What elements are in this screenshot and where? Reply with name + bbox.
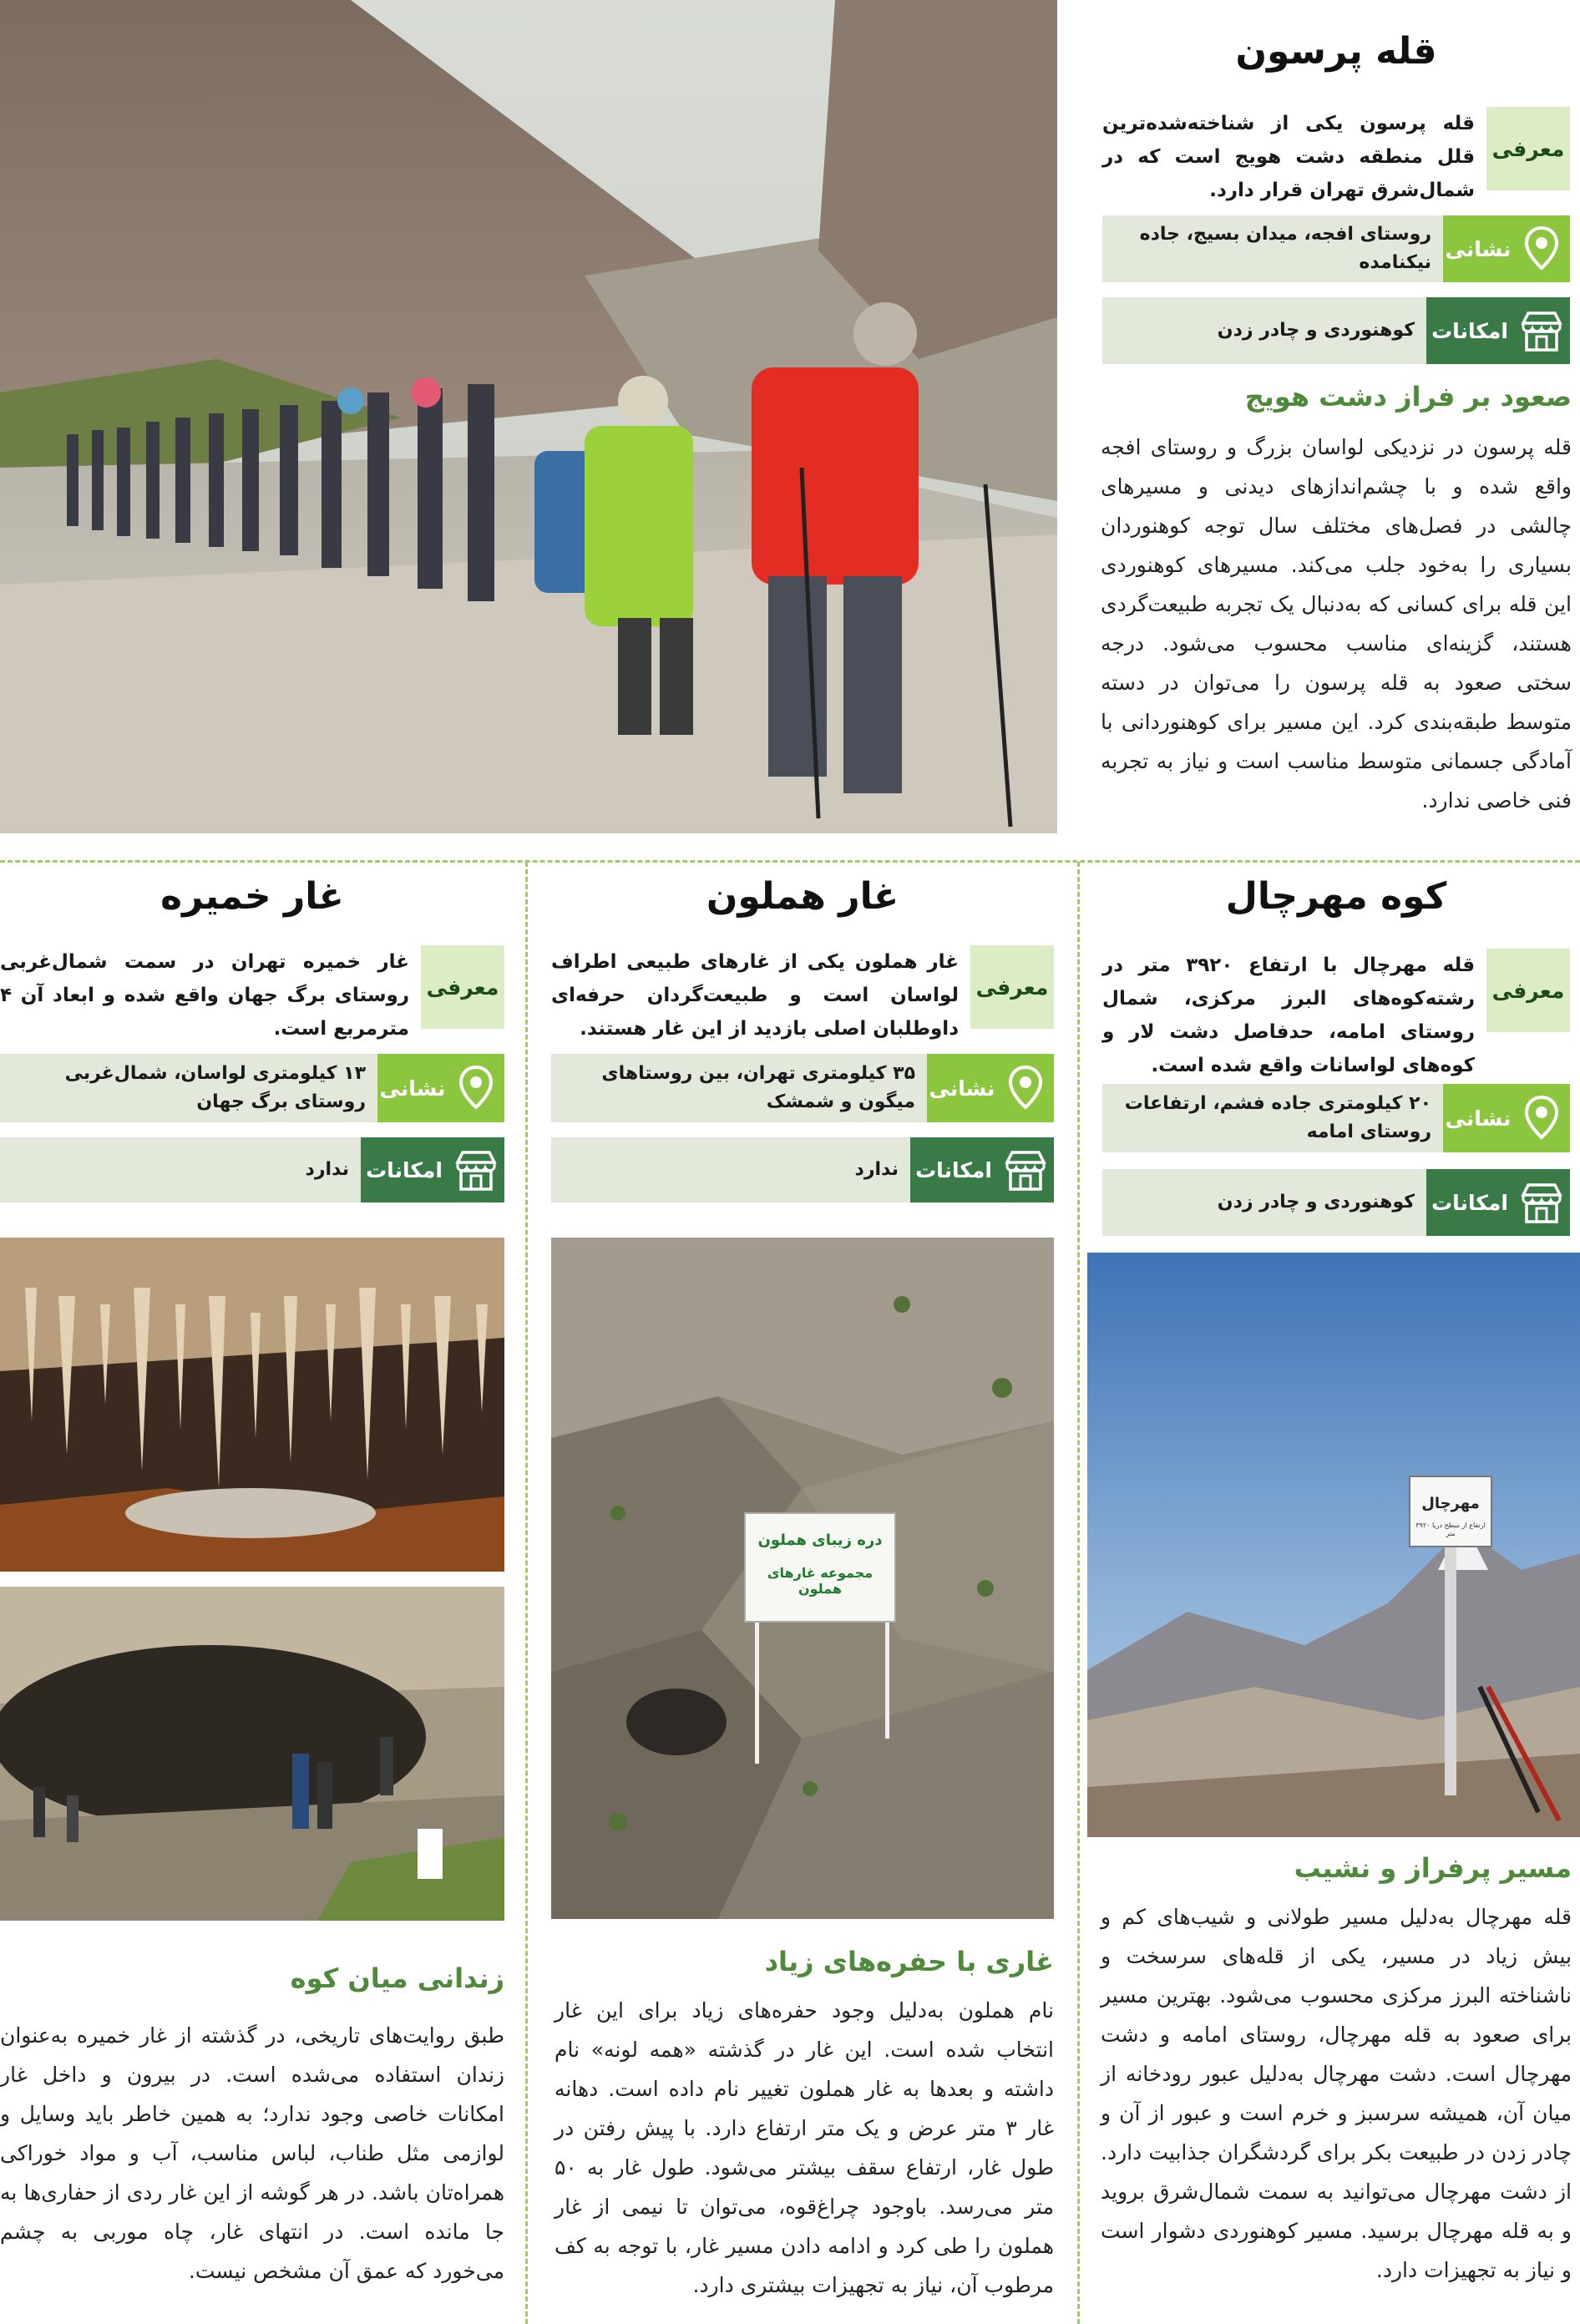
mehrchal-intro-text: قله مهرچال با ارتفاع ۳۹۲۰ متر در رشته‌کوه‌های البرز مرکزی، شمال روستای امامه، حدفاصل دشت لار و کوه‌های لواسانات واقع شده است. bbox=[1102, 954, 1476, 1076]
hamlun-sign-line1: دره زیبای هملون bbox=[757, 1532, 883, 1549]
parson-address-row bbox=[1102, 215, 1570, 282]
location-pin-icon bbox=[997, 1054, 1054, 1122]
mehrchal-address-value: ۲۰ کیلومتری جاده فشم، ارتفاعات روستای امامه bbox=[1102, 1084, 1443, 1152]
address-label: نشانی bbox=[1443, 1084, 1513, 1152]
khomireh-facilities-value: ندارد bbox=[0, 1137, 361, 1203]
address-label: نشانی bbox=[1443, 215, 1513, 282]
shop-icon bbox=[997, 1137, 1054, 1203]
intro-label: معرفی bbox=[970, 945, 1054, 1029]
khomireh-intro-text: غار خمیره تهران در سمت شمال‌غربی روستای برگ جهان واقع شده و ابعاد آن ۴ مترمربع است. bbox=[0, 951, 409, 1040]
address-label: نشانی bbox=[927, 1054, 997, 1122]
hamlun-cave-photo bbox=[551, 1238, 1054, 1919]
facilities-label: امکانات bbox=[1426, 1169, 1513, 1236]
hamlun-address-value: ۳۵ کیلومتری تهران، بین روستاهای میگون و شمشک bbox=[551, 1054, 927, 1122]
location-pin-icon bbox=[1513, 215, 1570, 282]
khomireh-address-row bbox=[0, 1054, 504, 1122]
column-divider-right bbox=[1077, 862, 1080, 2324]
parson-facilities-value: کوهنوردی و چادر زدن bbox=[1102, 297, 1426, 364]
hamlun-intro-row bbox=[551, 945, 1054, 1039]
hamlun-title: غار هملون bbox=[706, 875, 899, 918]
intro-label: معرفی bbox=[1486, 949, 1570, 1032]
mehrchal-address-row bbox=[1102, 1084, 1570, 1152]
parson-intro-text: قله پرسون یکی از شناخته‌شده‌ترین قلل منطقه دشت هویج است که در شمال‌شرق تهران قرار دارد. bbox=[1102, 113, 1475, 201]
parson-subhead: صعود بر فراز دشت هویج bbox=[1244, 381, 1572, 413]
hamlun-intro-text: غار هملون یکی از غارهای طبیعی اطراف لواسان است و طبیعت‌گردان حرفه‌ای داوطلبان اصلی بازدید از این غار هستند. bbox=[551, 951, 959, 1040]
parson-facilities-row bbox=[1102, 297, 1570, 364]
shop-icon bbox=[1513, 297, 1570, 364]
intro-label: معرفی bbox=[421, 945, 504, 1029]
facilities-label: امکانات bbox=[1426, 297, 1513, 364]
mehrchal-subhead: مسیر پرفراز و نشیب bbox=[1294, 1852, 1572, 1884]
khomireh-intro-row bbox=[0, 945, 504, 1039]
mehrchal-title: کوه مهرچال bbox=[1225, 875, 1447, 918]
hamlun-sign-line2: مجموعه غارهای هملون bbox=[767, 1565, 874, 1597]
mehrchal-summit-photo bbox=[1087, 1253, 1580, 1837]
location-pin-icon bbox=[1513, 1084, 1570, 1152]
khomireh-address-value: ۱۳ کیلومتری لواسان، شمال‌غربی روستای برگ جهان bbox=[0, 1054, 377, 1122]
hikers-photo bbox=[0, 0, 1057, 833]
hamlun-facilities-value: ندارد bbox=[551, 1137, 910, 1203]
parson-body: قله پرسون در نزدیکی لواسان بزرگ و روستای افجه واقع شده و با چشم‌اندازهای دیدنی و مسیرهای چالشی در فصل‌های مختلف سال توجه کوهنوردان بسیاری را به‌خود جلب می‌کند. مسیرهای کوهنوردی این قله برای کسانی که به‌دنبال یک تجربه طبیعت‌گردی هستند، گزینه‌ای مناسب محسوب می‌شود. درجه سختی صعود به قله پرسون را می‌توان در دسته متوسط طبقه‌بندی کرد. این مسیر برای کوهنوردانی با آمادگی جسمانی متوسط مناسب است و نیاز به تجربه فنی خاصی ندارد. bbox=[1101, 435, 1572, 813]
facilities-label: امکانات bbox=[361, 1137, 448, 1203]
khomireh-stalactite-photo bbox=[0, 1238, 504, 1572]
khomireh-title: غار خمیره bbox=[160, 875, 344, 918]
location-pin-icon bbox=[448, 1054, 504, 1122]
hamlun-address-row bbox=[551, 1054, 1054, 1122]
mehrchal-sign-title: مهرچال bbox=[1421, 1495, 1480, 1512]
khomireh-body: طبق روایت‌های تاریخی، در گذشته از غار خمیره به‌عنوان زندان استفاده می‌شده است. در بیرون و داخل غار امکانات خاصی وجود ندارد؛ به همین خاطر باید وسایل و لوازمی مثل طناب، لباس مناسب، آب و مواد خوراکی همراه‌تان باشد. در هر گوشه از این غار ردی از حفاری‌ها به جا مانده است. در انتهای غار، چاه موربی به چشم می‌خورد که عمق آن مشخص نیست. bbox=[0, 2023, 504, 2283]
mehrchal-sign-sub: ارتفاع از سطح دریا ۳۹۲۰ متر bbox=[1415, 1521, 1486, 1537]
hamlun-body: نام هملون به‌دلیل وجود حفره‌های زیاد برای این غار انتخاب شده است. این غار در گذشته «همه لونه» نام داشته و بعدها به غار هملون تغییر نام داده است. دهانه غار ۳ متر عرض و یک متر ارتفاع دارد. با پیش رفتن در طول غار، ارتفاع سقف بیشتر می‌شود. طول غار به ۵۰ متر می‌رسد. باوجود چراغ‌قوه، می‌توان تا نیمی از غار هملون را طی کرد و ادامه دادن مسیر غار، با توجه به کف مرطوب آن، نیاز به تجهیزات بیشتری دارد. bbox=[555, 1998, 1054, 2297]
column-divider-left bbox=[525, 862, 528, 2324]
parson-address-value: روستای افجه، میدان بسیج، جاده نیکنامده bbox=[1102, 215, 1443, 282]
shop-icon bbox=[448, 1137, 504, 1203]
intro-label: معرفی bbox=[1486, 107, 1570, 190]
parson-intro-row bbox=[1102, 107, 1570, 201]
khomireh-facilities-row bbox=[0, 1137, 504, 1203]
mehrchal-facilities-row bbox=[1102, 1169, 1570, 1236]
hamlun-subhead: غاری با حفره‌های زیاد bbox=[764, 1946, 1054, 1977]
khomireh-subhead: زندانی میان کوه bbox=[290, 1962, 504, 1994]
hamlun-facilities-row bbox=[551, 1137, 1054, 1203]
mehrchal-body: قله مهرچال به‌دلیل مسیر طولانی و شیب‌های کم و بیش زیاد در مسیر، یکی از قله‌های سرسخت و ناشناخته البرز مرکزی محسوب می‌شود. بهترین مسیر برای صعود به قله مهرچال، روستای امامه و دشت مهرچال است. دشت مهرچال به‌دلیل عبور رودخانه از میان آن، همیشه سرسبز و خرم است و عبور از آن و چادر زدن در طبیعت بکر برای گردشگران جذابیت دارد. از دشت مهرچال می‌توانید به سمت شمال‌شرق بروید و به قله مهرچال برسید. مسیر کوهنوردی دشوار است و نیاز به تجهیزات دارد. bbox=[1101, 1905, 1572, 2282]
horizontal-divider bbox=[0, 860, 1580, 863]
facilities-label: امکانات bbox=[910, 1137, 997, 1203]
address-label: نشانی bbox=[377, 1054, 448, 1122]
mehrchal-facilities-value: کوهنوردی و چادر زدن bbox=[1102, 1169, 1426, 1236]
parson-title: قله پرسون bbox=[1235, 30, 1437, 73]
khomireh-cave-entrance-photo bbox=[0, 1587, 504, 1921]
shop-icon bbox=[1513, 1169, 1570, 1236]
mehrchal-intro-row bbox=[1102, 949, 1570, 1076]
